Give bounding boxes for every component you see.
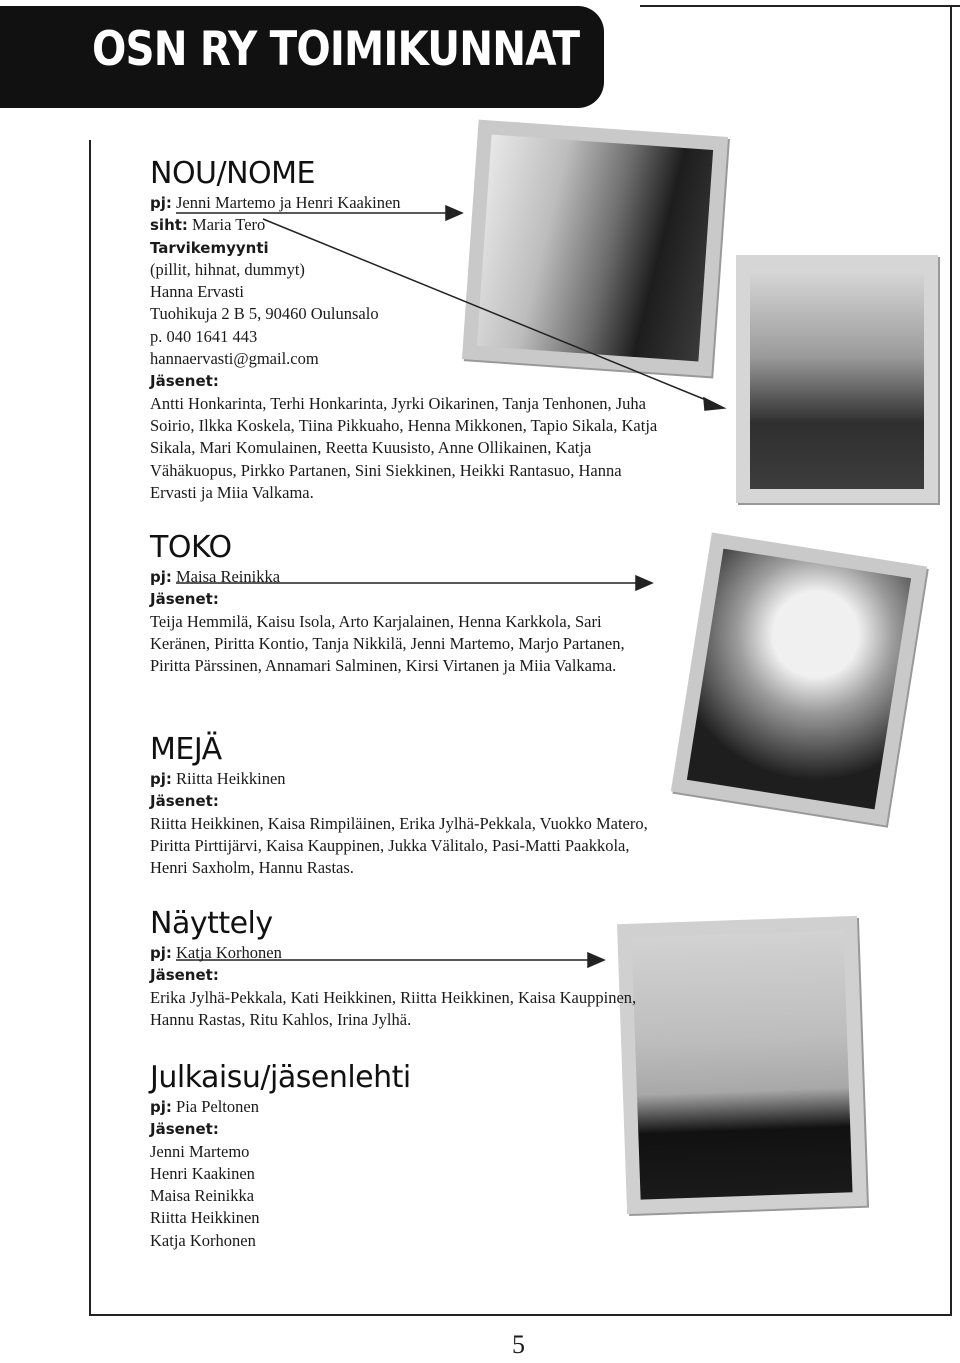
pj-label: pj: bbox=[150, 770, 172, 788]
pj-label: pj: bbox=[150, 568, 172, 586]
section-heading: TOKO bbox=[150, 530, 232, 565]
page-title: OSN RY TOIMIKUNNAT bbox=[92, 22, 580, 77]
member-name: Henri Kaakinen bbox=[150, 1163, 255, 1183]
section-nou-nome bbox=[150, 156, 660, 504]
section-heading: NOU/NOME bbox=[150, 156, 316, 191]
members-label: Jäsenet: bbox=[150, 966, 219, 985]
members-text: Antti Honkarinta, Terhi Honkarinta, Jyrki Oikarinen, Tanja Tenhonen, Juha Soirio, Ilkka Koskela, Tiina Pikkuaho, Henna Mikkonen, Tapio Sikala, Katja Sikala, Mari Komulainen, Reetta Kuusisto, Anne Ollikainen, Katja Vähäkuopus, Pirkko Partanen, Sini Siekkinen, Heikki Rantasuo, Hanna Ervasti ja Miia Valkama. bbox=[150, 393, 658, 502]
siht-value: Maria Tero bbox=[192, 215, 266, 235]
arrow-head-nou-siht bbox=[704, 398, 724, 410]
pj-line bbox=[150, 192, 660, 214]
siht-line bbox=[150, 214, 660, 236]
section-meja bbox=[150, 732, 660, 879]
pj-line bbox=[150, 566, 660, 588]
pj-label: pj: bbox=[150, 194, 172, 212]
member-name: Riitta Heikkinen bbox=[150, 1208, 260, 1228]
pj-label: pj: bbox=[150, 1098, 172, 1116]
pj-value: Jenni Martemo ja Henri Kaakinen bbox=[176, 193, 401, 212]
members-text: Erika Jylhä-Pekkala, Kati Heikkinen, Riitta Heikkinen, Kaisa Kauppinen, Hannu Rastas, Ritu Kahlos, Irina Jylhä. bbox=[150, 987, 637, 1029]
tarvike-label: Tarvikemyynti bbox=[150, 238, 269, 257]
members-label: Jäsenet: bbox=[150, 1120, 219, 1139]
pj-line bbox=[150, 942, 660, 964]
section-heading: Näyttely bbox=[150, 906, 273, 941]
section-toko bbox=[150, 530, 660, 677]
pj-line bbox=[150, 1096, 411, 1118]
tarvike-line: Tuohikuja 2 B 5, 90460 Oulunsalo bbox=[150, 304, 379, 324]
members-text: Teija Hemmilä, Kaisu Isola, Arto Karjalainen, Henna Karkkola, Sari Keränen, Piritta Kontio, Tanja Nikkilä, Jenni Martemo, Marjo Partanen, Piritta Pärssinen, Annamari Salminen, Kirsi Virtanen ja Miia Valkama. bbox=[150, 611, 625, 676]
members-text: Riitta Heikkinen, Kaisa Rimpiläinen, Erika Jylhä-Pekkala, Vuokko Matero, Piritta Pirttijärvi, Kaisa Kauppinen, Jukka Välitalo, Pasi-Matti Paakkola, Henri Saxholm, Hannu Rastas. bbox=[150, 813, 648, 878]
tarvike-line: Hanna Ervasti bbox=[150, 282, 244, 302]
member-name: Maisa Reinikka bbox=[150, 1186, 255, 1206]
pj-value: Katja Korhonen bbox=[176, 943, 282, 962]
pj-value: Riitta Heikkinen bbox=[176, 769, 286, 788]
tarvike-email: hannaervasti@gmail.com bbox=[150, 349, 319, 369]
pj-value: Pia Peltonen bbox=[176, 1097, 259, 1116]
members-label: Jäsenet: bbox=[150, 372, 219, 391]
pj-label: pj: bbox=[150, 944, 172, 962]
section-nayttely bbox=[150, 906, 660, 1031]
pj-line bbox=[150, 768, 660, 790]
members-label: Jäsenet: bbox=[150, 792, 219, 811]
tarvike-line: p. 040 1641 443 bbox=[150, 326, 258, 346]
pj-value: Maisa Reinikka bbox=[176, 567, 281, 586]
member-name: Jenni Martemo bbox=[150, 1141, 250, 1161]
member-name: Katja Korhonen bbox=[150, 1230, 256, 1250]
page-number: 5 bbox=[512, 1330, 525, 1359]
section-heading: Julkaisu/jäsenlehti bbox=[150, 1060, 411, 1095]
members-label: Jäsenet: bbox=[150, 590, 219, 609]
tarvike-line: (pillit, hihnat, dummyt) bbox=[150, 259, 305, 279]
section-heading: MEJÄ bbox=[150, 732, 222, 767]
siht-label: siht: bbox=[150, 216, 188, 235]
section-julkaisu bbox=[150, 1060, 411, 1252]
